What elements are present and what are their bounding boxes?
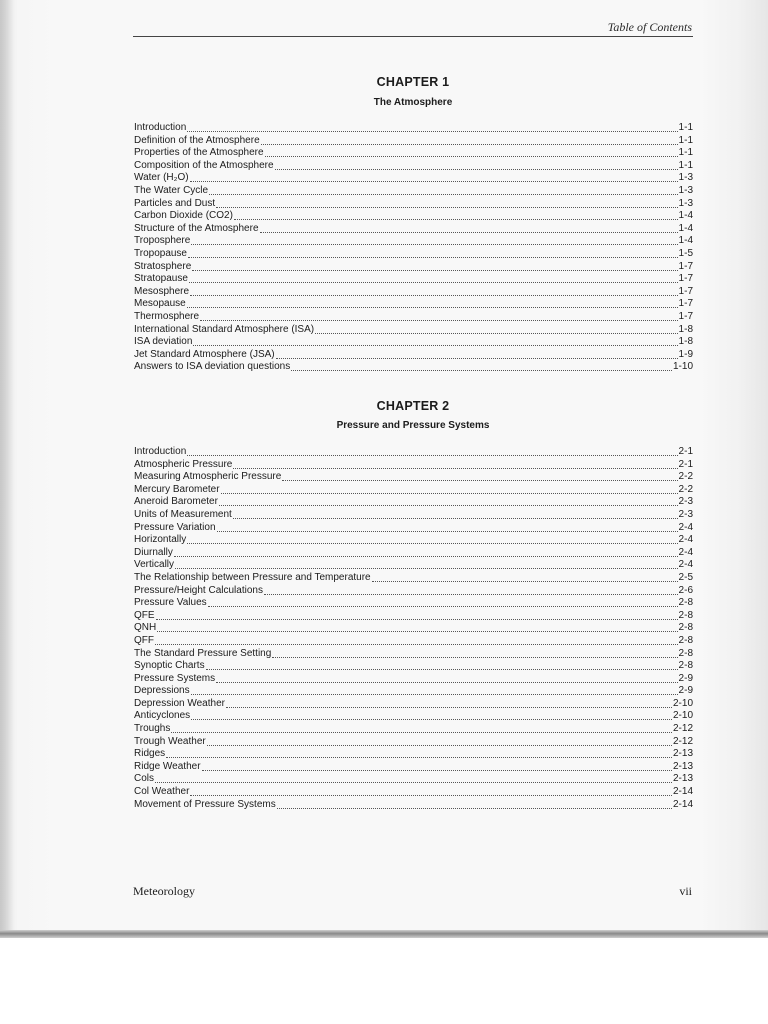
toc-entry-title: Mercury Barometer [134, 483, 220, 495]
page-bottom-edge [0, 930, 768, 938]
toc-entry [134, 223, 693, 236]
toc-entry-title: Mesosphere [134, 285, 190, 297]
toc-entry-page: 1-8 [678, 336, 693, 348]
toc-entry-page: 2-14 [672, 786, 693, 798]
toc-entry [134, 585, 693, 598]
toc-entry-title: Anticyclones [134, 710, 191, 722]
running-header-title: Table of Contents [607, 20, 692, 34]
toc-entry [134, 471, 693, 484]
dot-leader [291, 361, 672, 371]
toc-entry [134, 261, 693, 274]
toc-entry-title: Answers to ISA deviation questions [134, 361, 291, 373]
toc-entry-page: 2-5 [678, 571, 693, 583]
toc-entry-page: 2-9 [678, 672, 693, 684]
toc-entry [134, 198, 693, 211]
toc-entry-page: 2-12 [672, 723, 693, 735]
dot-leader [372, 572, 678, 582]
toc-entry-title: Depression Weather [134, 697, 225, 709]
toc-entry-page: 1-4 [678, 235, 693, 247]
toc-entry [134, 723, 693, 736]
toc-entry [134, 235, 693, 248]
dot-leader [193, 336, 677, 346]
dot-leader [156, 610, 678, 620]
dot-leader [234, 210, 678, 220]
toc-entry-title: Pressure Variation [134, 521, 216, 533]
toc-entry [134, 185, 693, 198]
dot-leader [174, 547, 678, 557]
dot-leader [155, 773, 672, 783]
toc-entry-page: 2-14 [672, 798, 693, 810]
dot-leader [272, 648, 677, 658]
toc-entry [134, 361, 693, 374]
toc-entry-page: 1-7 [678, 310, 693, 322]
toc-entry-title: Water (H₂O) [134, 172, 189, 184]
toc-entry [134, 635, 693, 648]
dot-leader [190, 786, 672, 796]
dot-leader [264, 585, 678, 595]
toc-entry-page: 2-2 [678, 471, 693, 483]
toc-entry [134, 559, 693, 572]
footer-page-number: vii [679, 884, 692, 898]
dot-leader [187, 534, 677, 544]
toc-entry-page: 2-13 [672, 773, 693, 785]
toc-entry-page: 2-3 [678, 496, 693, 508]
toc-entry-page: 2-4 [678, 559, 693, 571]
toc-entry [134, 248, 693, 261]
toc-entry-page: 1-9 [678, 348, 693, 360]
toc-entry-page: 1-1 [678, 147, 693, 159]
toc-entry [134, 286, 693, 299]
dot-leader [175, 559, 678, 569]
toc-entry-title: Introduction [134, 446, 187, 457]
chapter-2-toc-list [134, 446, 693, 811]
toc-entry [134, 622, 693, 635]
toc-entry-page: 2-13 [672, 748, 693, 760]
dot-leader [260, 223, 678, 233]
chapter-1-heading: CHAPTER 1 [376, 75, 450, 89]
page-binding-shadow [0, 0, 14, 936]
toc-entry-page: 2-6 [678, 584, 693, 596]
toc-entry [134, 685, 693, 698]
toc-entry-title: Units of Measurement [134, 508, 232, 520]
toc-entry [134, 496, 693, 509]
toc-entry [134, 597, 693, 610]
toc-entry-title: Composition of the Atmosphere [134, 159, 274, 171]
toc-entry [134, 273, 693, 286]
toc-entry [134, 698, 693, 711]
toc-entry-page: 2-8 [678, 634, 693, 646]
chapter-2-subtitle: Pressure and Pressure Systems [336, 420, 490, 431]
toc-entry-page: 1-1 [678, 159, 693, 171]
toc-entry [134, 522, 693, 535]
toc-entry-page: 2-8 [678, 660, 693, 672]
toc-entry-page: 1-7 [678, 285, 693, 297]
toc-entry [134, 298, 693, 311]
toc-entry-page: 1-3 [678, 197, 693, 209]
toc-entry-title: The Standard Pressure Setting [134, 647, 272, 659]
dot-leader [282, 471, 677, 481]
header-rule [133, 36, 693, 37]
dot-leader [206, 660, 678, 670]
toc-entry-page: 2-8 [678, 647, 693, 659]
toc-entry [134, 761, 693, 774]
toc-entry-title: Vertically [134, 559, 175, 571]
dot-leader [315, 324, 677, 334]
toc-entry-title: International Standard Atmosphere (ISA) [134, 323, 315, 335]
toc-entry [134, 446, 693, 459]
dot-leader [190, 286, 678, 296]
dot-leader [187, 298, 678, 308]
toc-entry [134, 547, 693, 560]
toc-entry-page: 2-8 [678, 622, 693, 634]
toc-entry [134, 349, 693, 362]
toc-entry-page: 1-1 [678, 134, 693, 146]
toc-entry [134, 660, 693, 673]
toc-entry-page: 1-4 [678, 210, 693, 222]
toc-entry-page: 1-3 [678, 184, 693, 196]
toc-entry-title: Trough Weather [134, 735, 206, 747]
toc-entry-title: QNH [134, 622, 157, 634]
dot-leader [233, 459, 677, 469]
dot-leader [200, 311, 678, 321]
toc-entry-title: Carbon Dioxide (CO2) [134, 210, 233, 222]
dot-leader [171, 723, 672, 733]
toc-entry [134, 147, 693, 160]
toc-entry-title: Troughs [134, 723, 171, 735]
dot-leader [187, 446, 677, 456]
dot-leader [216, 198, 677, 208]
toc-entry-title: Movement of Pressure Systems [134, 798, 276, 810]
dot-leader [265, 147, 678, 157]
dot-leader [217, 522, 678, 532]
toc-entry-title: The Relationship between Pressure and Temperature [134, 571, 371, 583]
toc-entry [134, 484, 693, 497]
toc-entry-page: 1-4 [678, 222, 693, 234]
toc-entry [134, 172, 693, 185]
toc-entry-title: Horizontally [134, 534, 187, 546]
dot-leader [216, 673, 677, 683]
toc-entry [134, 122, 693, 135]
toc-entry-title: Thermosphere [134, 310, 200, 322]
toc-entry [134, 736, 693, 749]
toc-entry-title: Depressions [134, 685, 190, 697]
dot-leader [191, 685, 678, 695]
toc-entry-title: ISA deviation [134, 336, 193, 348]
toc-entry-title: Properties of the Atmosphere [134, 147, 264, 159]
toc-entry-title: Cols [134, 773, 155, 785]
toc-entry-page: 1-7 [678, 273, 693, 285]
toc-entry [134, 336, 693, 349]
toc-entry [134, 572, 693, 585]
toc-entry-page: 1-10 [672, 361, 693, 373]
toc-entry-title: Aneroid Barometer [134, 496, 218, 508]
toc-entry-title: Jet Standard Atmosphere (JSA) [134, 348, 275, 360]
toc-entry-title: Ridge Weather [134, 760, 201, 772]
toc-entry-title: Atmospheric Pressure [134, 458, 233, 470]
toc-entry [134, 311, 693, 324]
toc-entry-title: Troposphere [134, 235, 191, 247]
dot-leader [207, 736, 672, 746]
toc-entry-title: Introduction [134, 122, 187, 133]
dot-leader [155, 635, 678, 645]
toc-entry-page: 2-4 [678, 534, 693, 546]
dot-leader [221, 484, 678, 494]
toc-entry-title: Diurnally [134, 546, 173, 558]
toc-entry [134, 773, 693, 786]
toc-entry-title: Ridges [134, 748, 166, 760]
toc-entry [134, 324, 693, 337]
toc-entry-title: Pressure/Height Calculations [134, 584, 263, 596]
toc-entry-page: 1-7 [678, 298, 693, 310]
dot-leader [191, 710, 672, 720]
toc-entry [134, 648, 693, 661]
toc-entry-page: 2-8 [678, 609, 693, 621]
dot-leader [208, 597, 678, 607]
toc-entry [134, 786, 693, 799]
toc-entry-page: 1-8 [678, 323, 693, 335]
toc-entry [134, 610, 693, 623]
toc-entry [134, 799, 693, 812]
toc-entry [134, 748, 693, 761]
toc-entry-title: Stratopause [134, 273, 188, 285]
toc-entry [134, 160, 693, 173]
toc-entry-title: Structure of the Atmosphere [134, 222, 259, 234]
toc-entry-page: 2-10 [672, 710, 693, 722]
toc-entry [134, 710, 693, 723]
toc-entry-page: 2-13 [672, 760, 693, 772]
toc-entry-page: 2-2 [678, 483, 693, 495]
toc-entry-page: 2-4 [678, 546, 693, 558]
chapter-1-subtitle: The Atmosphere [373, 97, 453, 108]
dot-leader [209, 185, 677, 195]
toc-entry-page: 1-3 [678, 172, 693, 184]
dot-leader [189, 273, 678, 283]
toc-entry-page: 2-10 [672, 697, 693, 709]
toc-entry-page: 2-4 [678, 521, 693, 533]
toc-entry-title: QFE [134, 609, 155, 621]
toc-entry-title: Particles and Dust [134, 197, 216, 209]
toc-entry-title: Col Weather [134, 786, 190, 798]
toc-entry-page: 2-9 [678, 685, 693, 697]
toc-entry-title: Mesopause [134, 298, 186, 310]
toc-entry-title: Pressure Systems [134, 672, 216, 684]
toc-entry-page: 2-1 [678, 458, 693, 470]
toc-entry-title: Tropopause [134, 247, 187, 259]
toc-entry-page: 2-1 [678, 446, 693, 457]
dot-leader [192, 261, 677, 271]
dot-leader [226, 698, 672, 708]
toc-entry-page: 1-5 [678, 247, 693, 259]
dot-leader [191, 235, 677, 245]
toc-entry-page: 1-1 [678, 122, 693, 133]
toc-entry-title: The Water Cycle [134, 184, 209, 196]
toc-entry [134, 459, 693, 472]
dot-leader [202, 761, 672, 771]
dot-leader [166, 748, 672, 758]
toc-entry-title: QFF [134, 634, 154, 646]
chapter-1-toc-list [134, 122, 693, 374]
toc-entry [134, 673, 693, 686]
dot-leader [188, 248, 678, 258]
toc-entry [134, 210, 693, 223]
footer-book-title: Meteorology [133, 884, 195, 898]
toc-entry-title: Measuring Atmospheric Pressure [134, 471, 282, 483]
dot-leader [275, 160, 678, 170]
dot-leader [261, 135, 678, 145]
dot-leader [277, 799, 672, 809]
toc-entry [134, 534, 693, 547]
toc-entry-title: Stratosphere [134, 260, 192, 272]
dot-leader [276, 349, 678, 359]
toc-entry-page: 1-7 [678, 260, 693, 272]
dot-leader [157, 622, 677, 632]
toc-entry-page: 2-12 [672, 735, 693, 747]
toc-entry-title: Pressure Values [134, 597, 207, 609]
dot-leader [233, 509, 678, 519]
dot-leader [187, 122, 677, 132]
toc-entry-title: Definition of the Atmosphere [134, 134, 260, 146]
dot-leader [190, 172, 678, 182]
dot-leader [219, 496, 678, 506]
chapter-2-heading: CHAPTER 2 [376, 399, 450, 413]
toc-entry-page: 2-3 [678, 508, 693, 520]
toc-entry-page: 2-8 [678, 597, 693, 609]
toc-entry [134, 135, 693, 148]
toc-entry [134, 509, 693, 522]
toc-entry-title: Synoptic Charts [134, 660, 205, 672]
